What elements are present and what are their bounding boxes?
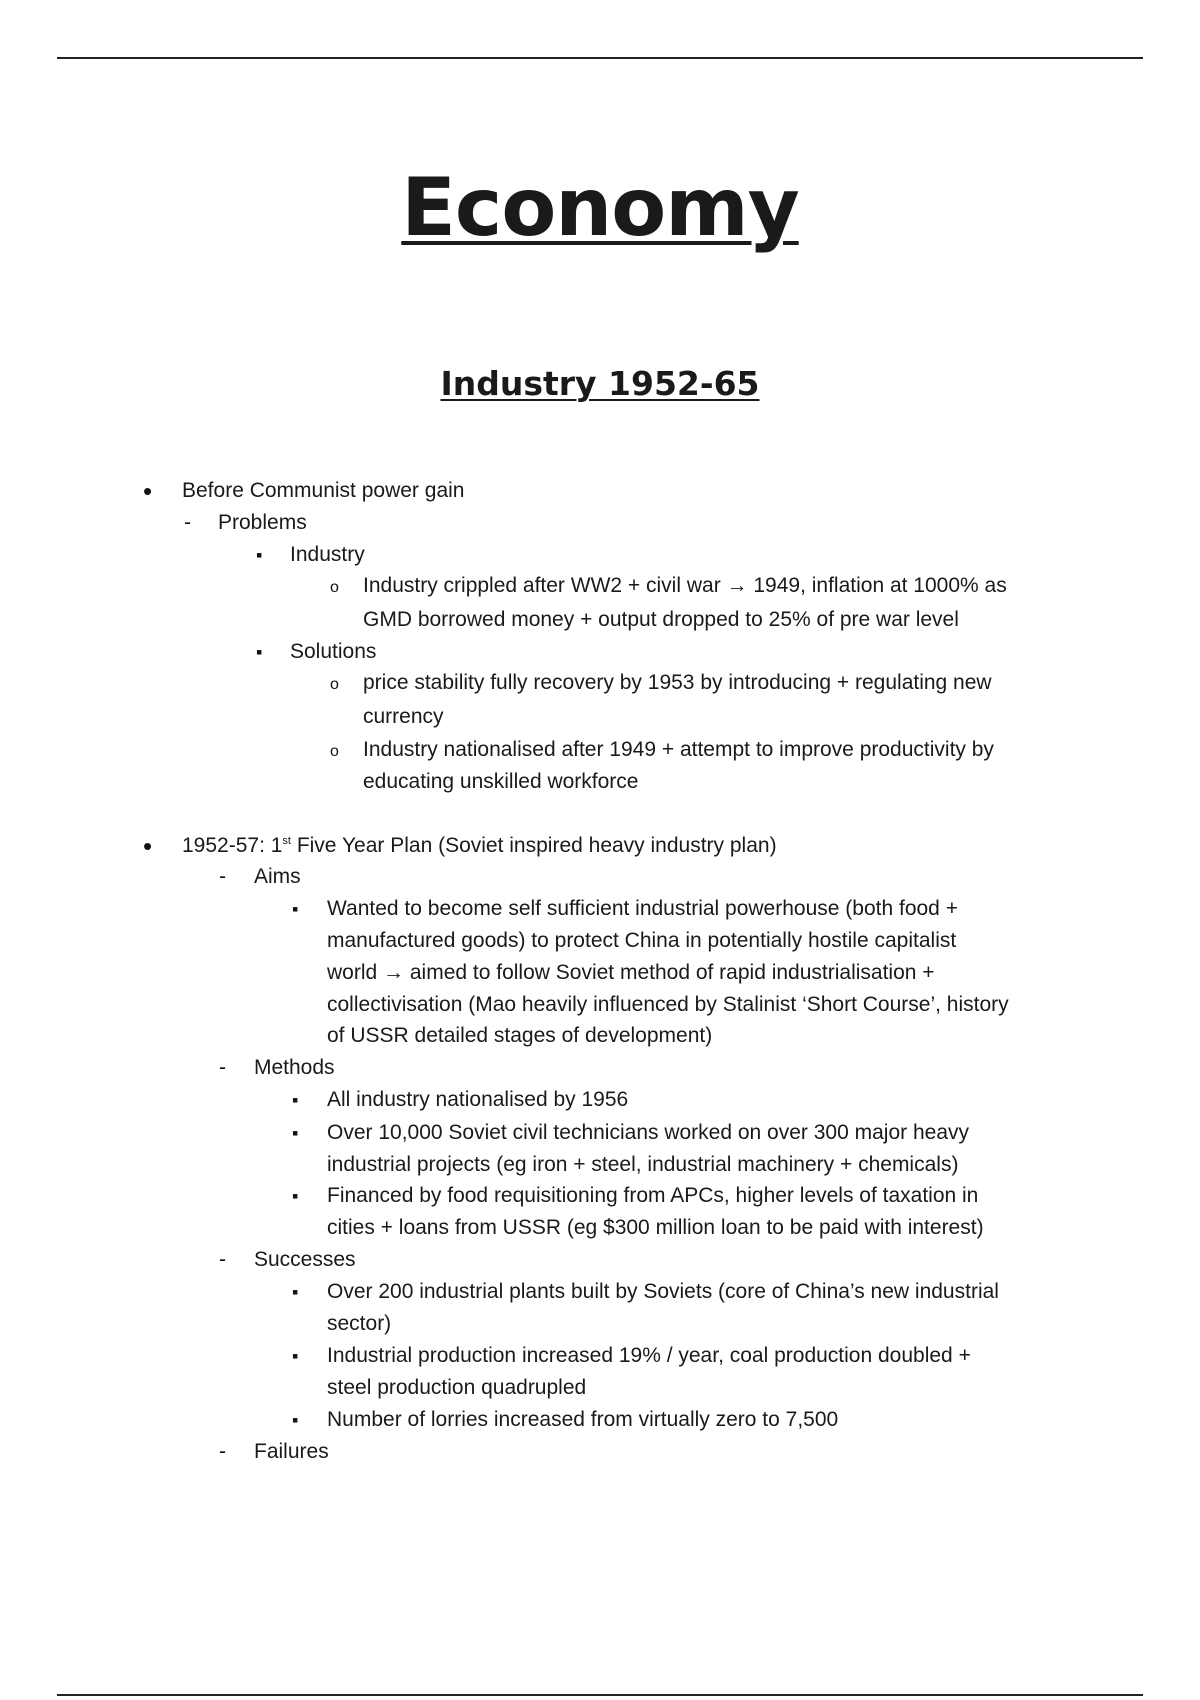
square-bullet-icon — [292, 1404, 298, 1436]
solution2-line1: Industry nationalised after 1949 + attempt to improve productivity by — [363, 738, 994, 761]
circle-bullet-icon — [330, 667, 339, 701]
solution2-line2: educating unskilled workforce — [363, 770, 639, 793]
industry-point-line1: Industry crippled after WW2 + civil war → 1949, inflation at 1000% as — [363, 574, 1007, 597]
bullet-icon — [143, 830, 152, 865]
page-title: Economy — [401, 161, 799, 254]
method2-line1: Over 10,000 Soviet civil technicians worked on over 300 major heavy — [327, 1121, 969, 1144]
success3: Number of lorries increased from virtually zero to 7,500 — [327, 1408, 839, 1431]
bullet-icon — [143, 475, 152, 510]
method1: All industry nationalised by 1956 — [327, 1088, 629, 1111]
section2-heading — [182, 830, 777, 862]
dash-icon — [219, 1436, 226, 1468]
aims-line: Wanted to become self sufficient industrial powerhouse (both food + — [327, 897, 958, 920]
square-bullet-icon — [256, 539, 262, 571]
square-bullet-icon — [292, 1117, 298, 1149]
success2-line1: Industrial production increased 19% / year, coal production doubled + — [327, 1344, 971, 1367]
section-title: Industry 1952-65 — [440, 364, 760, 403]
success1-line2: sector) — [327, 1312, 392, 1335]
circle-bullet-icon — [330, 734, 339, 768]
section1-heading: Before Communist power gain — [182, 479, 465, 502]
circle-bullet-icon — [330, 570, 339, 604]
success2-line2: steel production quadrupled — [327, 1376, 587, 1399]
methods-label: Methods — [254, 1056, 335, 1079]
failures-label: Failures — [254, 1440, 329, 1463]
aims-line: world → aimed to follow Soviet method of rapid industrialisation + — [327, 961, 935, 984]
method2-line2: industrial projects (eg iron + steel, industrial machinery + chemicals) — [327, 1153, 959, 1176]
aims-line: of USSR detailed stages of development) — [327, 1024, 713, 1047]
industry-point-line2: GMD borrowed money + output dropped to 25% of pre war level — [363, 608, 959, 631]
success1-line1: Over 200 industrial plants built by Soviets (core of China’s new industrial — [327, 1280, 999, 1303]
square-bullet-icon — [292, 1180, 298, 1212]
aims-label: Aims — [254, 865, 301, 888]
square-bullet-icon — [292, 1276, 298, 1308]
section2-heading-prefix: 1952-57: 1 — [182, 834, 283, 857]
industry-label: Industry — [290, 543, 365, 566]
aims-line: manufactured goods) to protect China in potentially hostile capitalist — [327, 929, 957, 952]
dash-icon — [219, 1244, 226, 1276]
solutions-label: Solutions — [290, 640, 377, 663]
problems-label: Problems — [218, 511, 307, 534]
square-bullet-icon — [292, 1340, 298, 1372]
aims-line: collectivisation (Mao heavily influenced by Stalinist ‘Short Course’, history — [327, 993, 1009, 1016]
square-bullet-icon — [256, 636, 262, 668]
method3-line1: Financed by food requisitioning from APCs, higher levels of taxation in — [327, 1184, 979, 1207]
square-bullet-icon — [292, 893, 298, 925]
solution1-line1: price stability fully recovery by 1953 by introducing + regulating new — [363, 671, 992, 694]
successes-label: Successes — [254, 1248, 356, 1271]
solution1-line2: currency — [363, 705, 444, 728]
header-rule — [57, 57, 1143, 59]
footer-rule — [57, 1694, 1143, 1696]
method3-line2: cities + loans from USSR (eg $300 million loan to be paid with interest) — [327, 1216, 984, 1239]
dash-icon — [184, 507, 191, 539]
section2-heading-sup: st — [282, 835, 291, 847]
dash-icon — [219, 861, 226, 893]
dash-icon — [219, 1052, 226, 1084]
square-bullet-icon — [292, 1084, 298, 1116]
section2-heading-rest: Five Year Plan (Soviet inspired heavy industry plan) — [290, 834, 777, 857]
